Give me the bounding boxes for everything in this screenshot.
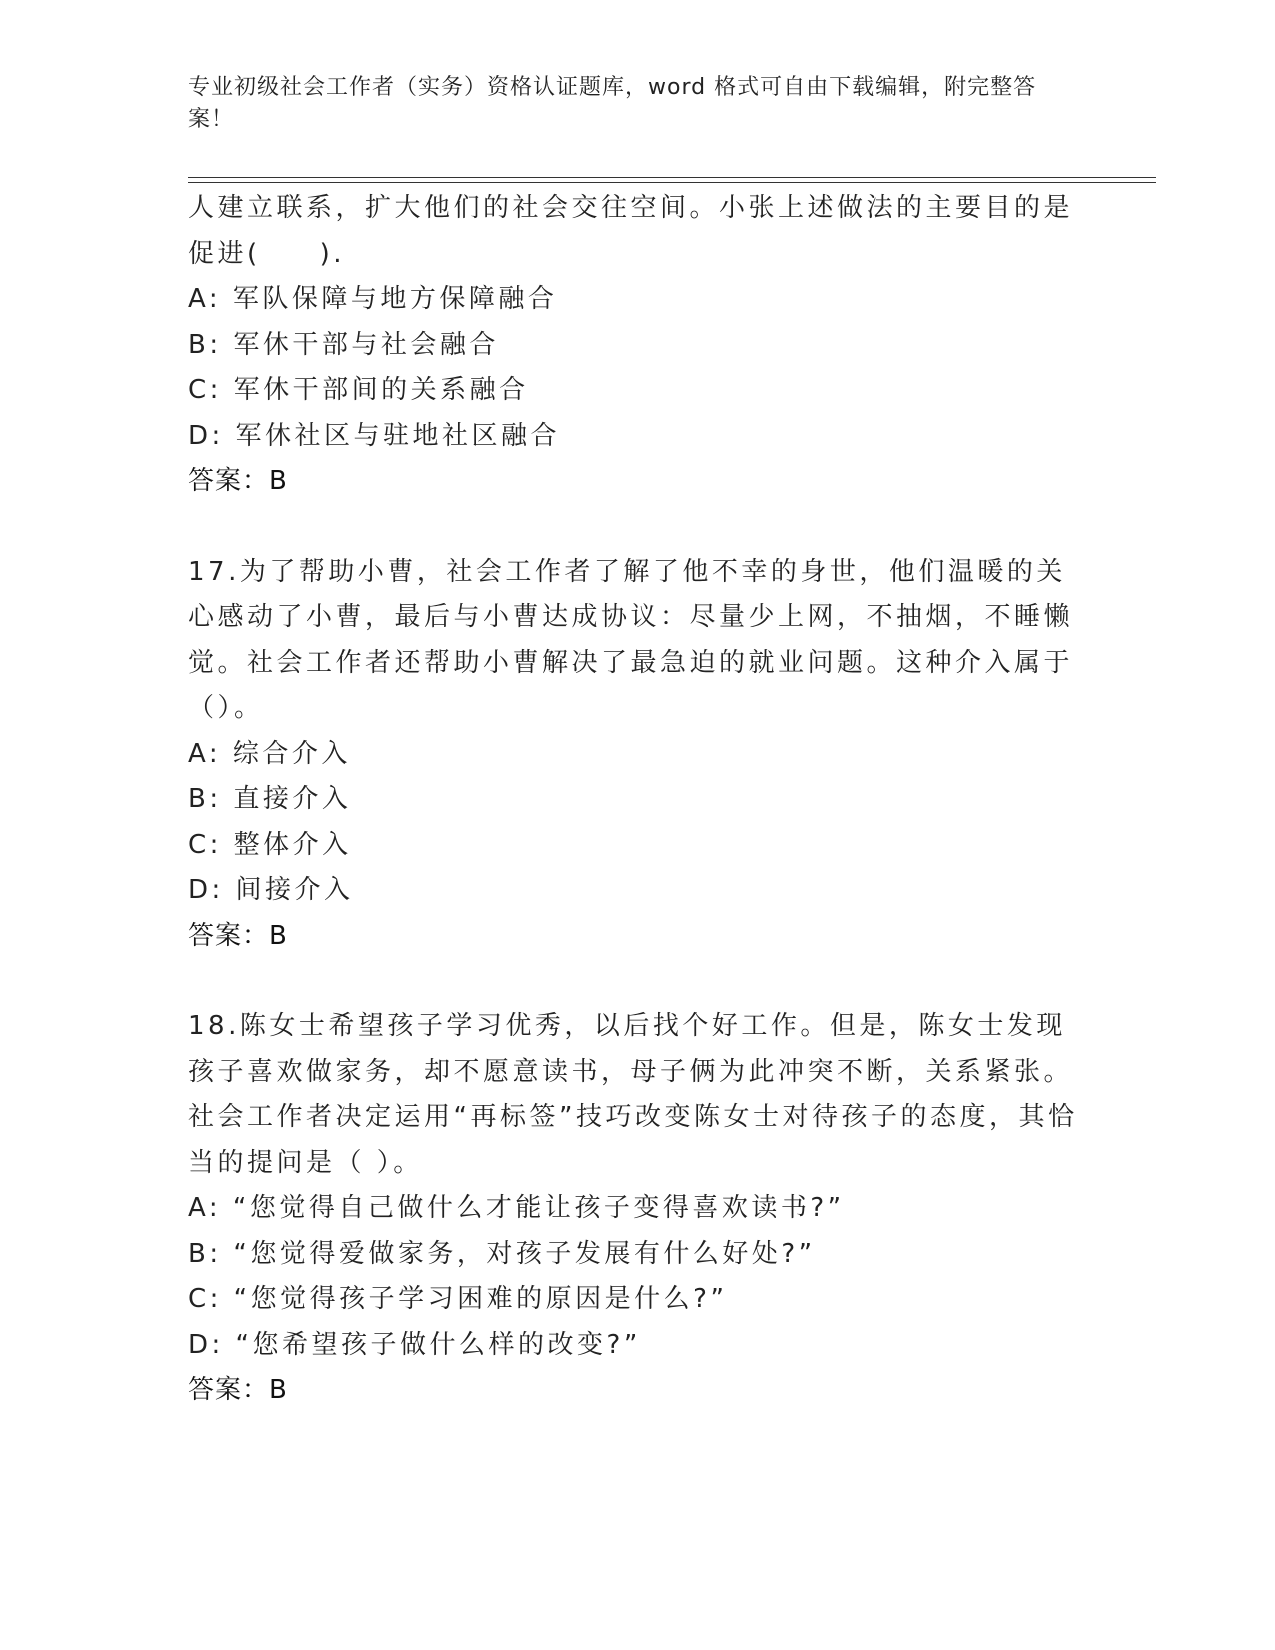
spacer — [188, 505, 1088, 550]
option-d: D: 间接介入 — [188, 875, 354, 905]
question-text: 人建立联系，扩大他们的社会交往空间。小张上述做法的主要目的是促进( ). — [188, 193, 1074, 269]
option-b: B: 军休干部与社会融合 — [188, 329, 499, 360]
option-d: D: 军休社区与驻地社区融合 — [188, 420, 561, 451]
option-b: B: “您觉得爱做家务，对孩子发展有什么好处?” — [188, 1238, 816, 1269]
option-c: C: 军休干部间的关系融合 — [188, 375, 529, 405]
option-c: C: “您觉得孩子学习困难的原因是什么?” — [188, 1284, 728, 1314]
question-list — [188, 186, 1088, 1414]
answer-line: 答案：B — [188, 920, 288, 951]
question-block — [188, 550, 1088, 960]
question-text: 18.陈女士希望孩子学习优秀，以后找个好工作。但是，陈女士发现孩子喜欢做家务，却不愿意读书，母子俩为此冲突不断，关系紧张。社会工作者决定运用“再标签”技巧改变陈女士对待孩子的态度，其恰当的提问是（ ）。 — [188, 1011, 1078, 1178]
question-block — [188, 1004, 1088, 1414]
question-text: 17.为了帮助小曹，社会工作者了解了他不幸的身世，他们温暖的关心感动了小曹，最后与小曹达成协议：尽量少上网，不抽烟，不睡懒觉。社会工作者还帮助小曹解决了最急迫的就业问题。这种介入属于（）。 — [188, 556, 1074, 723]
option-c: C: 整体介入 — [188, 829, 352, 860]
option-a: A: 军队保障与地方保障融合 — [188, 284, 558, 314]
option-d: D: “您希望孩子做什么样的改变?” — [188, 1329, 641, 1360]
option-a: A: “您觉得自己做什么才能让孩子变得喜欢读书?” — [188, 1193, 845, 1223]
option-a: A: 综合介入 — [188, 738, 351, 769]
header-rule-bottom — [188, 182, 1156, 183]
question-block — [188, 186, 1088, 505]
header-rule-top — [188, 177, 1156, 178]
page-header: 专业初级社会工作者（实务）资格认证题库，word 格式可自由下载编辑，附完整答案！ — [188, 75, 1037, 132]
spacer — [188, 959, 1088, 1004]
option-b: B: 直接介入 — [188, 784, 352, 814]
answer-line: 答案：B — [188, 1375, 288, 1405]
answer-line: 答案：B — [188, 466, 288, 496]
